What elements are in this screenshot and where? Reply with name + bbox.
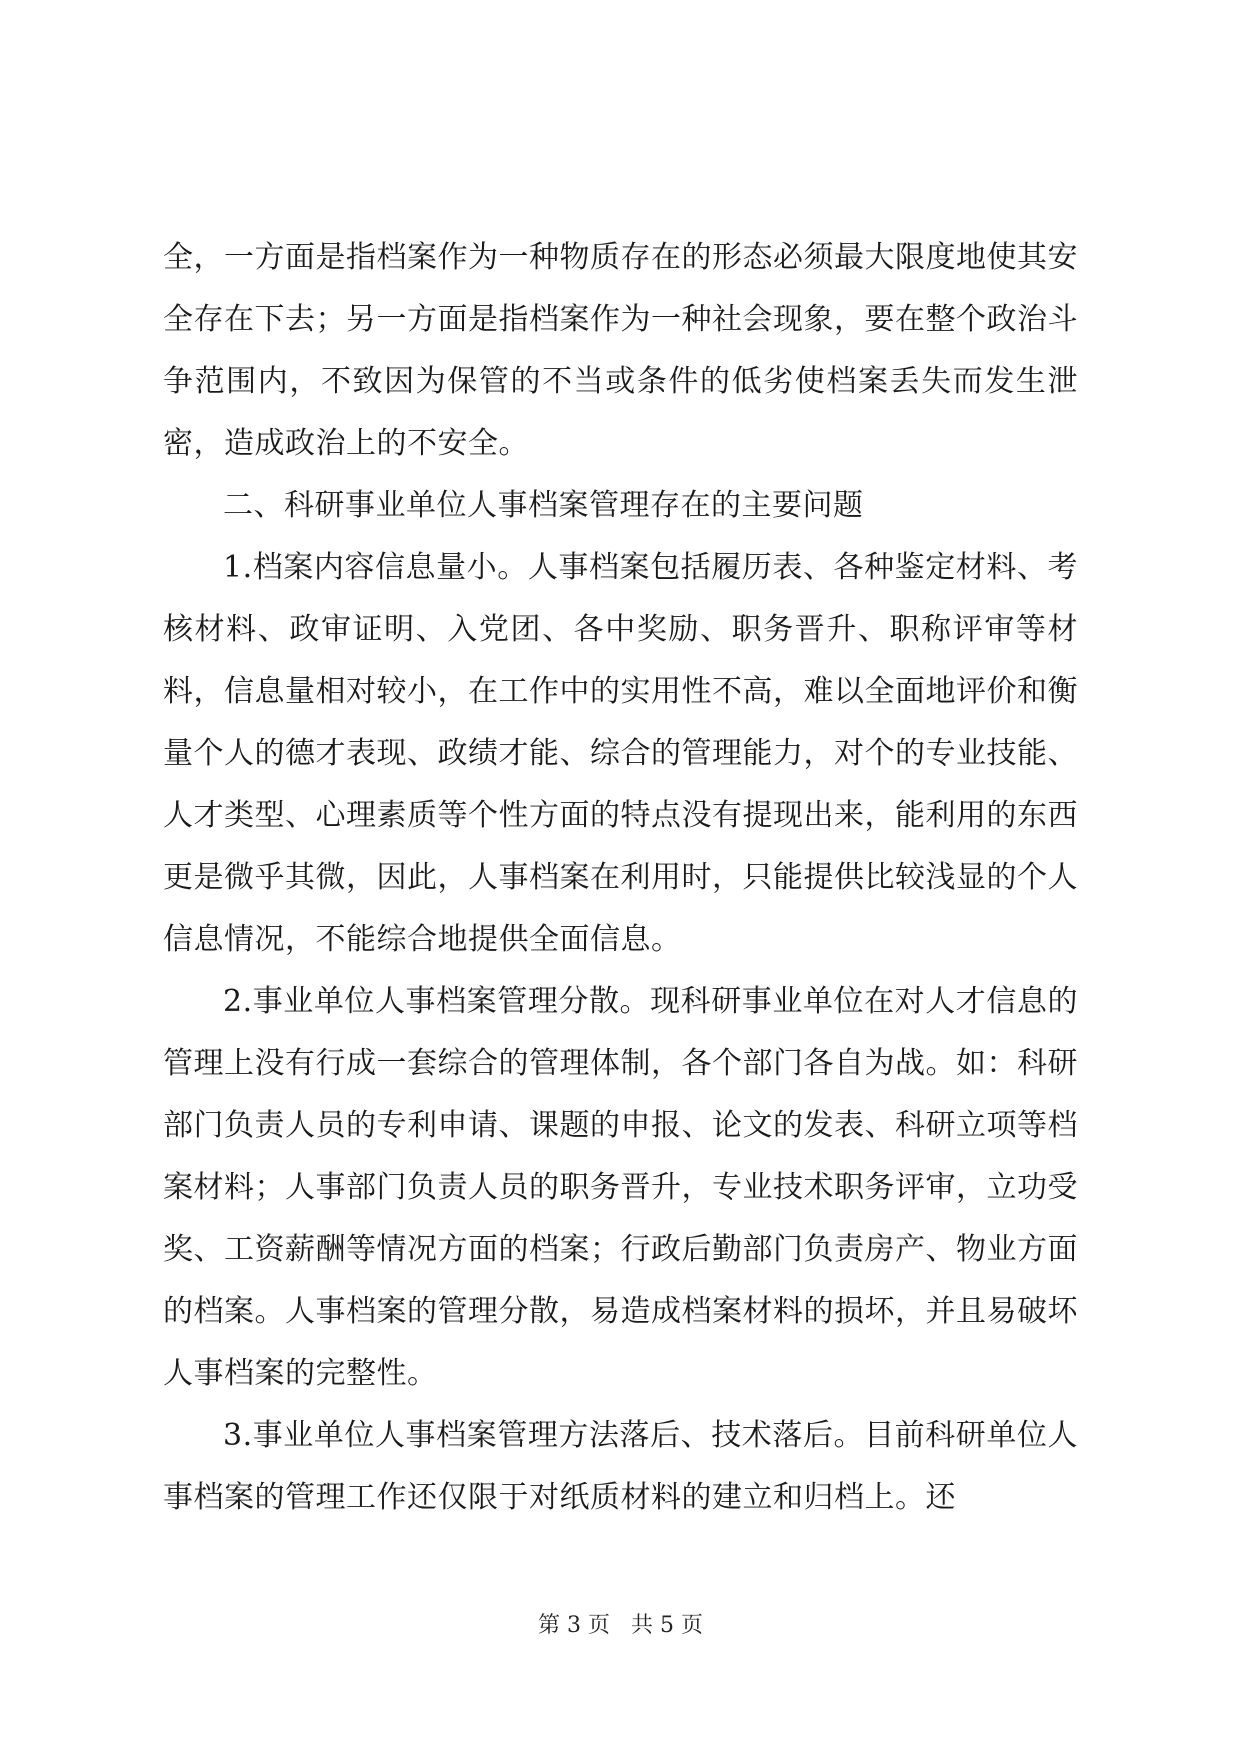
section-heading: 二、科研事业单位人事档案管理存在的主要问题: [223, 488, 864, 523]
paragraph-item-2: 2.事业单位人事档案管理分散。现科研事业单位在对人才信息的管理上没有行成一套综合的管理体制，各个部门各自为战。如：科研部门负责人员的专利申请、课题的申报、论文的发表、科研立项等档案材料；人事部门负责人员的职务晋升，专业技术职务评审，立功受奖、工资薪酬等情况方面的档案；行政后勤部门负责房产、物业方面的档案。人事档案的管理分散，易造成档案材料的损坏，并且易破坏人事档案的完整性。: [163, 984, 1078, 1391]
paragraph-continuation: 全，一方面是指档案作为一种物质存在的形态必须最大限度地使其安全存在下去；另一方面是指档案作为一种社会现象，要在整个政治斗争范围内，不致因为保管的不当或条件的低劣使档案丢失而发生泄密，造成政治上的不安全。: [163, 240, 1078, 461]
page-number: 第 3 页 共 5 页: [538, 1613, 703, 1638]
paragraph-item-3: 3.事业单位人事档案管理方法落后、技术落后。目前科研单位人事档案的管理工作还仅限于对纸质材料的建立和归档上。还: [163, 1418, 1078, 1515]
page-footer: [0, 1608, 1241, 1639]
document-body: [163, 227, 1078, 1529]
paragraph-item-1: 1.档案内容信息量小。人事档案包括履历表、各种鉴定材料、考核材料、政审证明、入党团、各中奖励、职务晋升、职称评审等材料，信息量相对较小，在工作中的实用性不高，难以全面地评价和衡量个人的德才表现、政绩才能、综合的管理能力，对个的专业技能、人才类型、心理素质等个性方面的特点没有提现出来，能利用的东西更是微乎其微，因此，人事档案在利用时，只能提供比较浅显的个人信息情况，不能综合地提供全面信息。: [163, 550, 1078, 957]
